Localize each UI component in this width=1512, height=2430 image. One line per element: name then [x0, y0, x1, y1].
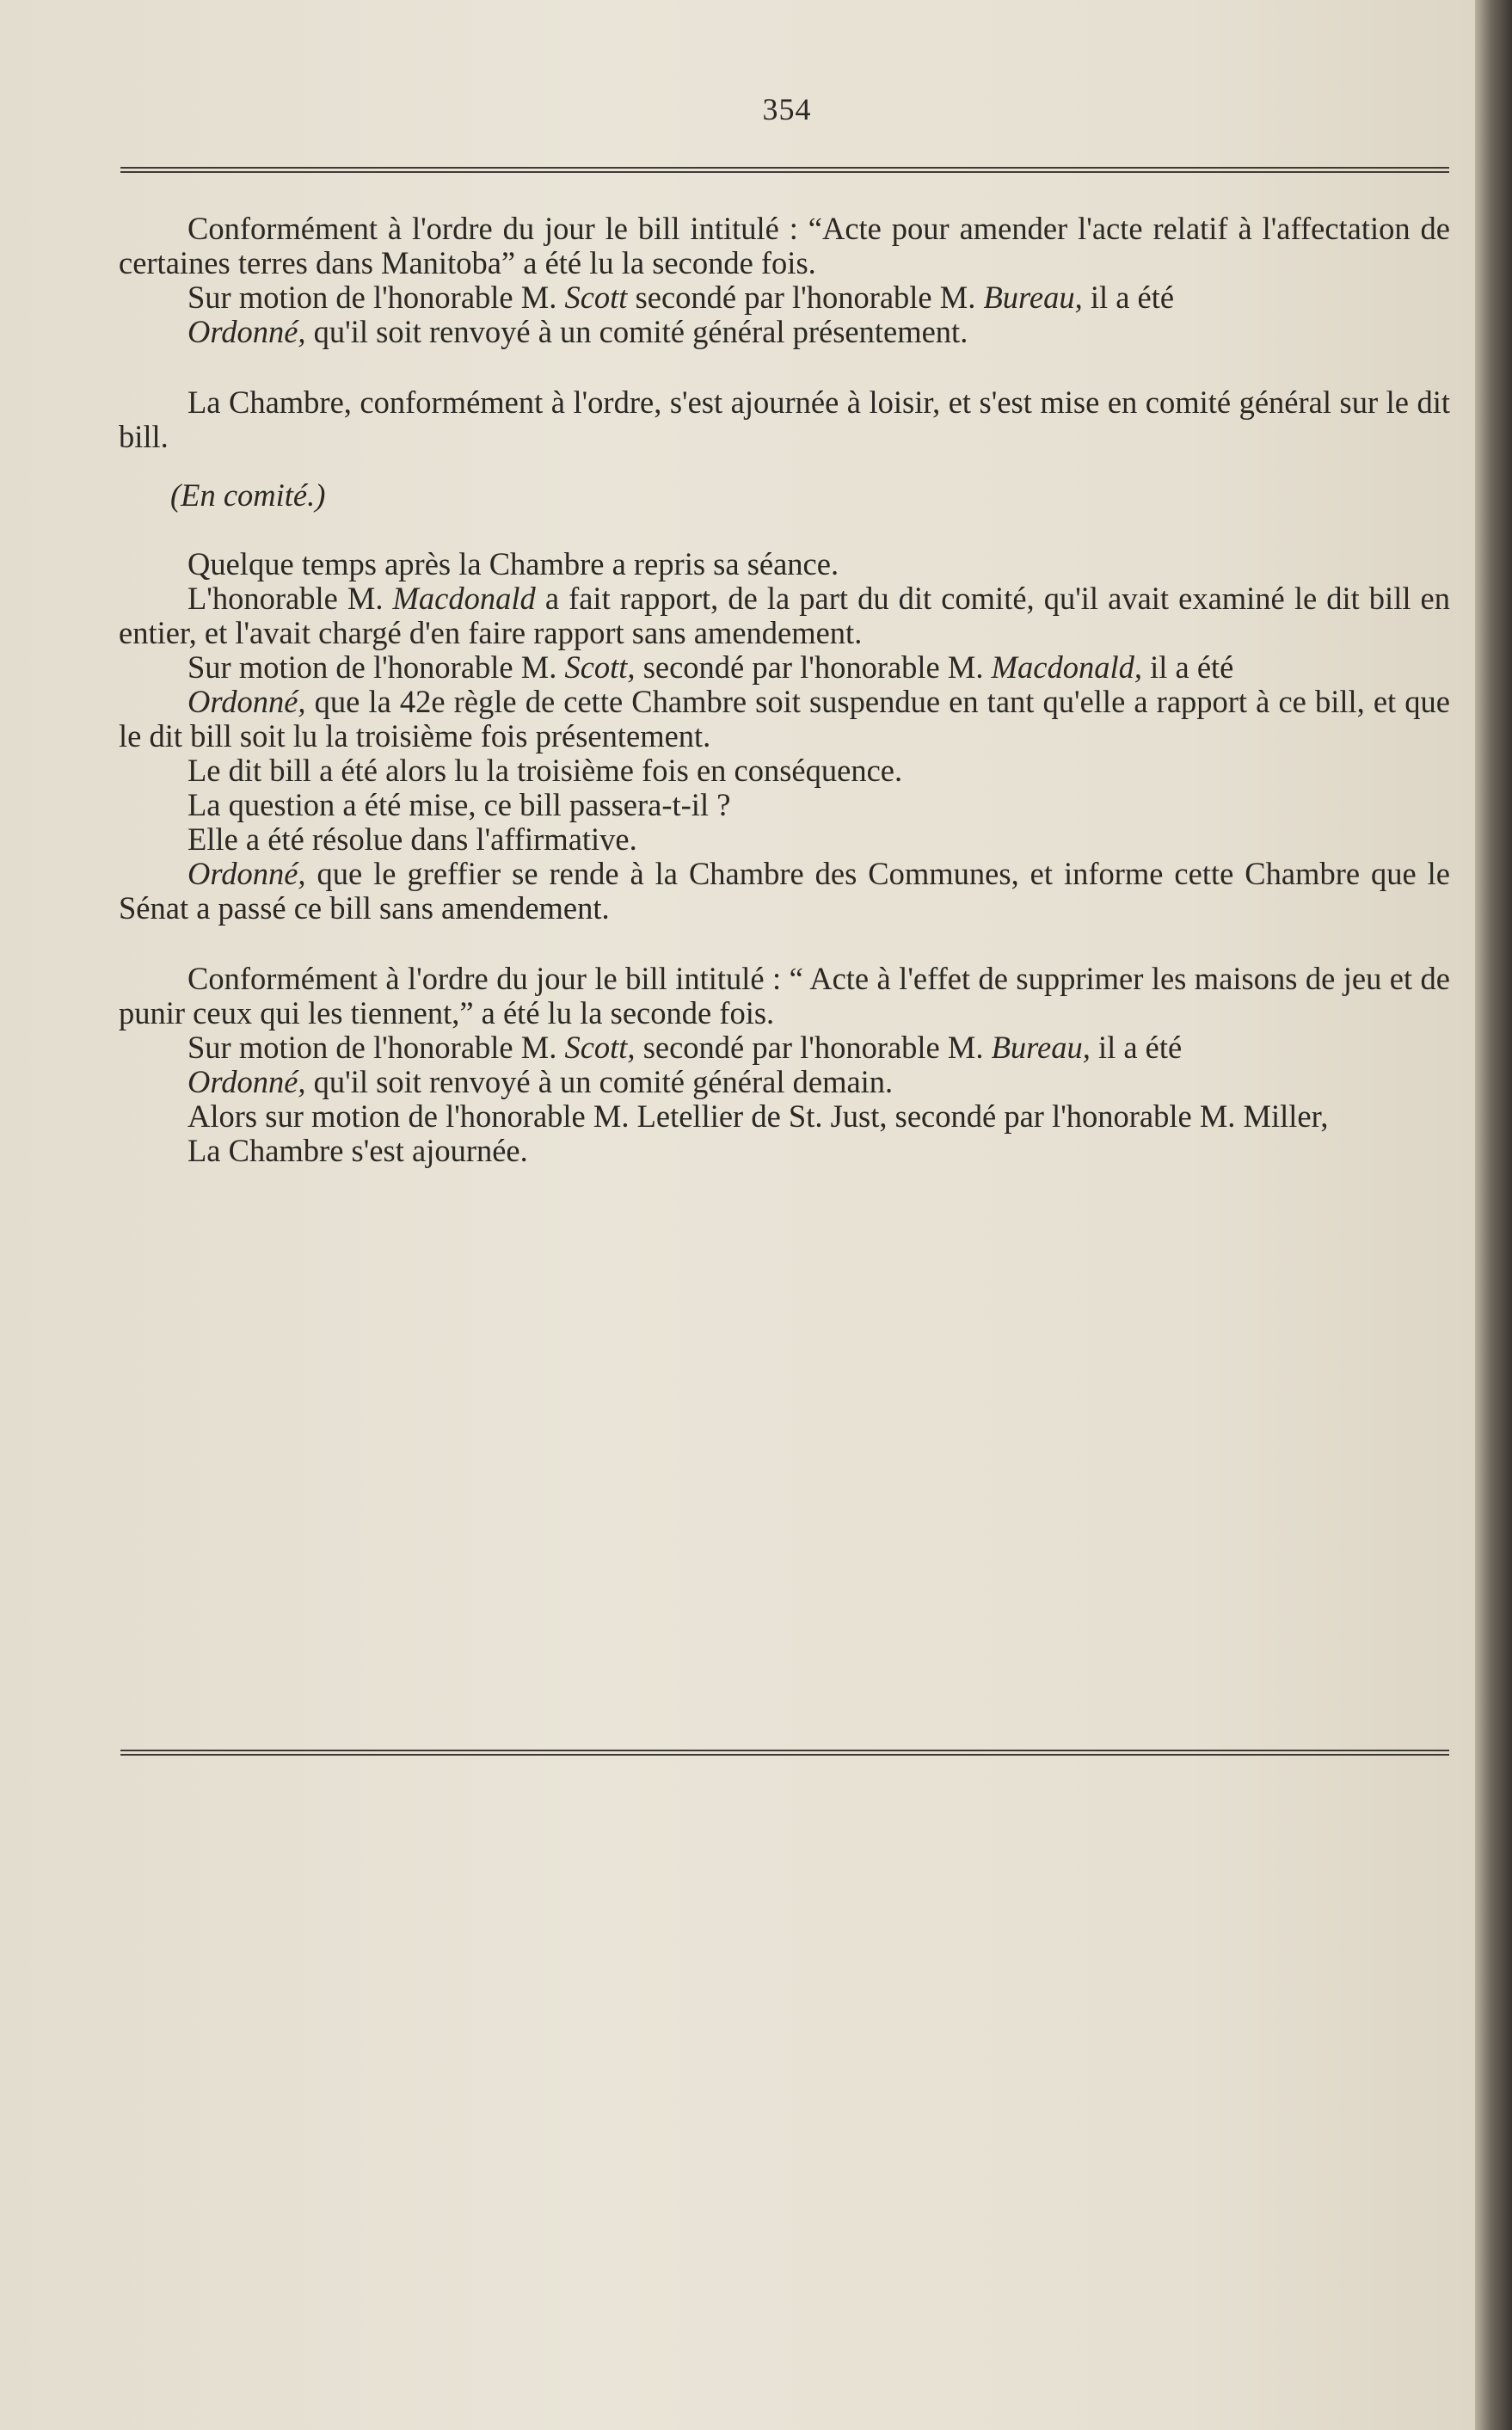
paragraph-ordonne-demain: Ordonné, qu'il soit renvoyé à un comité général demain.: [187, 1064, 894, 1099]
spacer: [119, 349, 1450, 385]
paragraph-reprise-seance: Quelque temps après la Chambre a repris sa séance.: [187, 546, 839, 581]
paragraph-rapport-macdonald: L'honorable M. Macdonald a fait rapport, de la part du dit comité, qu'il avait examiné le dit bill en entier, et l'avait chargé d'en faire rapport sans amendement.: [119, 581, 1450, 650]
paragraph-motion-scott-macdonald: Sur motion de l'honorable M. Scott, secondé par l'honorable M. Macdonald, il a été: [187, 649, 1234, 685]
paragraph-motion-scott-bureau-2: Sur motion de l'honorable M. Scott, secondé par l'honorable M. Bureau, il a été: [187, 1030, 1183, 1065]
paragraph-ordonne-regle-42: Ordonné, que la 42e règle de cette Chambre soit suspendue en tant qu'elle a rapport à ce bill, et que le dit bill soit lu la troisième fois présentement.: [119, 684, 1450, 754]
bottom-rule: [120, 1750, 1449, 1756]
paragraph-ordonne-greffier: Ordonné, que le greffier se rende à la Chambre des Communes, et informe cette Chambre que le Sénat a passé ce bill sans amendement.: [119, 856, 1450, 926]
page-body: [119, 212, 1450, 1168]
paragraph-motion-scott-bureau: Sur motion de l'honorable M. Scott secondé par l'honorable M. Bureau, il a été: [187, 280, 1175, 315]
paragraph-chambre-ajournee-loisir: La Chambre, conformément à l'ordre, s'est ajournée à loisir, et s'est mise en comité général sur le dit bill.: [119, 384, 1450, 454]
committee-heading: (En comité.): [170, 477, 326, 513]
paragraph-bill-manitoba: Conformément à l'ordre du jour le bill intitulé : “Acte pour amender l'acte relatif à l'affectation de certaines terres dans Manitoba” a été lu la seconde fois.: [119, 211, 1450, 280]
paragraph-chambre-ajournee: La Chambre s'est ajournée.: [187, 1133, 528, 1168]
spacer: [119, 926, 1450, 962]
book-spine-edge: [1475, 0, 1512, 2430]
paragraph-troisieme-lecture: Le dit bill a été alors lu la troisième fois en conséquence.: [187, 753, 903, 788]
paragraph-bill-maisons-jeu: Conformément à l'ordre du jour le bill intitulé : “ Acte à l'effet de supprimer les maisons de jeu et de punir ceux qui les tiennent,” a été lu la seconde fois.: [119, 961, 1450, 1030]
page-number: 354: [762, 92, 812, 126]
paragraph-motion-letellier: Alors sur motion de l'honorable M. Letellier de St. Just, secondé par l'honorable M. Miller,: [187, 1098, 1329, 1134]
paragraph-affirmative: Elle a été résolue dans l'affirmative.: [187, 821, 637, 857]
paragraph-question-mise: La question a été mise, ce bill passera-t-il ?: [187, 787, 731, 822]
paragraph-ordonne-renvoye: Ordonné, qu'il soit renvoyé à un comité général présentement.: [187, 314, 968, 349]
top-rule: [120, 167, 1449, 173]
